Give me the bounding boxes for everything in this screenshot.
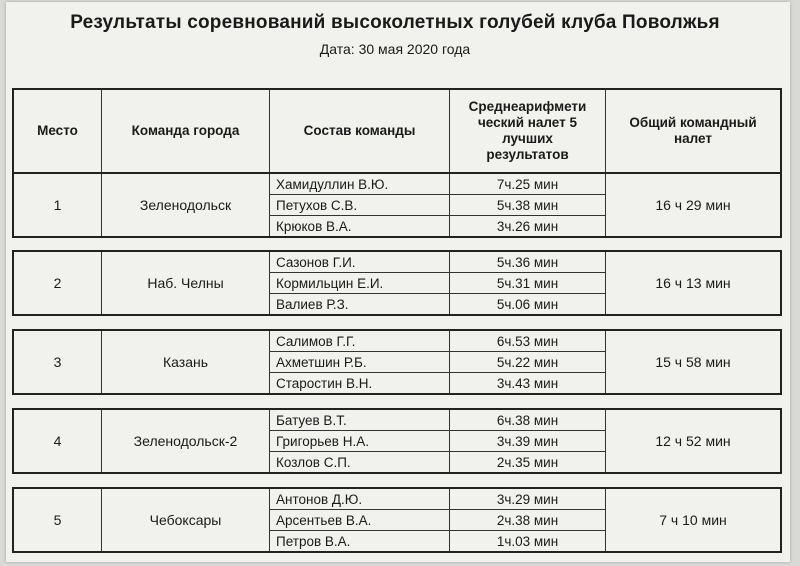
- header-average-line: лучших: [502, 131, 553, 146]
- member-result: 3ч.39 мин: [450, 431, 605, 452]
- document-title: Результаты соревнований высоколетных голубей клуба Поволжья: [70, 12, 720, 33]
- member-result: 3ч.43 мин: [496, 375, 559, 391]
- header-total-line: налет: [673, 131, 712, 146]
- member-name: Петухов С.В.: [270, 195, 449, 216]
- member-result: 6ч.38 мин: [450, 410, 605, 431]
- member-result: 1ч.03 мин: [496, 533, 559, 549]
- team-members: [270, 252, 450, 314]
- member-name: Петров В.А.: [276, 533, 351, 549]
- member-name: Арсентьев В.А.: [270, 510, 449, 531]
- team-members: [270, 331, 450, 393]
- member-name: Кормильцин Е.И.: [270, 273, 449, 294]
- member-name: Батуев В.Т.: [270, 410, 449, 431]
- member-result: 7ч.25 мин: [450, 174, 605, 195]
- team-total: 16 ч 13 мин: [655, 275, 731, 291]
- member-result: 5ч.36 мин: [450, 252, 605, 273]
- member-result: 2ч.35 мин: [496, 454, 559, 470]
- header-average-line: результатов: [486, 147, 569, 162]
- member-name: Крюков В.А.: [276, 218, 352, 234]
- team-members: [270, 174, 450, 236]
- header-total-line: Общий командный: [629, 115, 757, 130]
- header-average: [450, 90, 606, 172]
- member-name: Козлов С.П.: [276, 454, 351, 470]
- team-place: 3: [14, 331, 102, 393]
- team-members: [270, 489, 450, 551]
- header-members: Состав команды: [270, 90, 450, 172]
- team-results: [450, 174, 606, 236]
- team-city: Зеленодольск: [102, 174, 270, 236]
- member-result: 5ч.22 мин: [450, 352, 605, 373]
- team-total: 15 ч 58 мин: [655, 354, 731, 370]
- team-city: Казань: [102, 331, 270, 393]
- team-group: [12, 329, 782, 395]
- team-place: 1: [14, 174, 102, 236]
- team-group: [12, 408, 782, 474]
- team-place: 2: [14, 252, 102, 314]
- member-name: Сазонов Г.И.: [270, 252, 449, 273]
- header-average-line: Среднеарифмети: [468, 99, 587, 114]
- team-place: 5: [14, 489, 102, 551]
- team-total: 16 ч 29 мин: [655, 197, 731, 213]
- member-name: Салимов Г.Г.: [270, 331, 449, 352]
- header-total: [606, 90, 780, 172]
- team-results: [450, 489, 606, 551]
- member-result: 6ч.53 мин: [450, 331, 605, 352]
- team-place: 4: [14, 410, 102, 472]
- team-city: Чебоксары: [102, 489, 270, 551]
- team-results: [450, 252, 606, 314]
- team-total: 7 ч 10 мин: [659, 512, 727, 528]
- team-members: [270, 410, 450, 472]
- table-header: [12, 88, 782, 174]
- member-name: Ахметшин Р.Б.: [270, 352, 449, 373]
- member-result: 3ч.26 мин: [496, 218, 559, 234]
- team-group: [12, 172, 782, 238]
- header-team: Команда города: [102, 90, 270, 172]
- document-date: Дата: 30 мая 2020 года: [319, 41, 471, 57]
- team-results: [450, 331, 606, 393]
- member-result: 2ч.38 мин: [450, 510, 605, 531]
- header-average-line: ческий налет 5: [477, 115, 578, 130]
- member-result: 5ч.38 мин: [450, 195, 605, 216]
- team-group: [12, 250, 782, 316]
- member-name: Валиев Р.З.: [276, 296, 349, 312]
- team-total: 12 ч 52 мин: [655, 433, 731, 449]
- member-result: 5ч.31 мин: [450, 273, 605, 294]
- member-name: Хамидуллин В.Ю.: [270, 174, 449, 195]
- member-result: 5ч.06 мин: [496, 296, 559, 312]
- team-city: Наб. Челны: [102, 252, 270, 314]
- member-name: Антонов Д.Ю.: [270, 489, 449, 510]
- member-result: 3ч.29 мин: [450, 489, 605, 510]
- team-group: [12, 487, 782, 553]
- member-name: Григорьев Н.А.: [270, 431, 449, 452]
- header-place: Место: [14, 90, 102, 172]
- team-results: [450, 410, 606, 472]
- member-name: Старостин В.Н.: [276, 375, 373, 391]
- team-city: Зеленодольск-2: [102, 410, 270, 472]
